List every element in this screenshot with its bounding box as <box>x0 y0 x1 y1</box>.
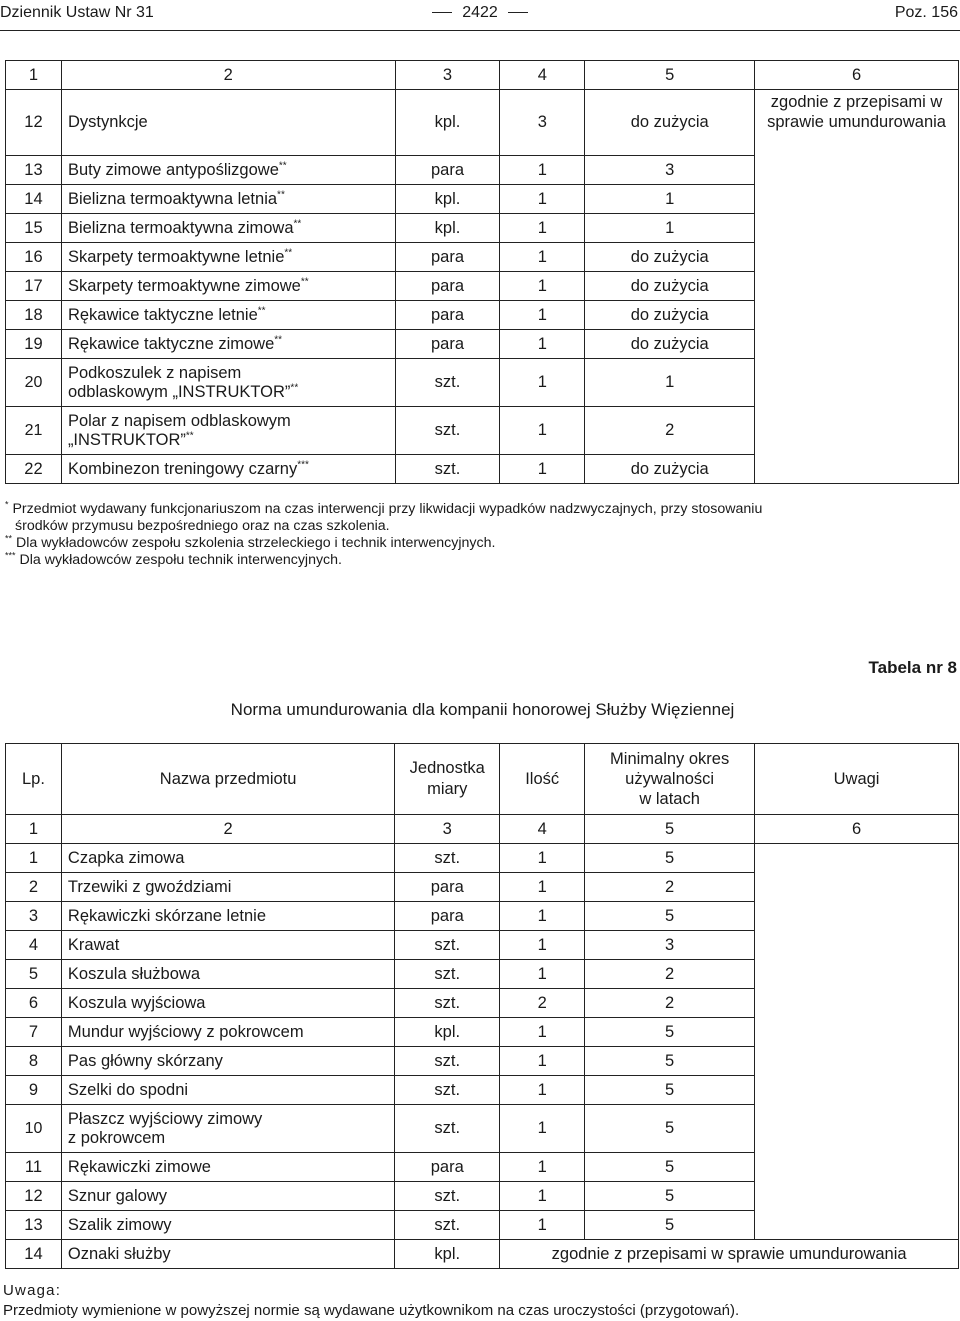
row-unit: kpl. <box>395 185 500 214</box>
column-number: 5 <box>585 61 755 90</box>
header-notes: Uwagi <box>755 744 959 815</box>
column-number: 1 <box>6 815 62 844</box>
row-qty: 1 <box>500 359 585 407</box>
row-qty: 1 <box>500 330 585 359</box>
row-qty: 1 <box>500 1018 585 1047</box>
row-qty: 1 <box>500 455 585 484</box>
footnote: * Przedmiot wydawany funkcjonariuszom na czas interwencji przy likwidacji wypadków nadzwyczajnych, przy stosowaniu <box>5 499 763 517</box>
row-qty: 2 <box>500 989 585 1018</box>
table-title: Norma umundurowania dla kompanii honorowej Służby Więziennej <box>230 700 735 719</box>
row-name: Rękawiczki zimowe <box>61 1153 394 1182</box>
column-number-row <box>6 815 959 844</box>
row-lp: 5 <box>6 960 62 989</box>
row-period: do zużycia <box>585 301 755 330</box>
row-name: Szelki do spodni <box>61 1076 394 1105</box>
row-name: Kombinezon treningowy czarny*** <box>61 455 395 484</box>
row-period: do zużycia <box>585 330 755 359</box>
row-unit: szt. <box>395 359 500 407</box>
row-lp: 21 <box>6 407 62 455</box>
header-lp: Lp. <box>6 744 62 815</box>
row-qty: 1 <box>500 931 585 960</box>
row-name: Polar z napisem odblaskowym „INSTRUKTOR”** <box>61 407 395 455</box>
row-unit: para <box>395 243 500 272</box>
table-number-label: Tabela nr 8 <box>868 658 957 677</box>
column-number: 3 <box>395 61 500 90</box>
row-period: 1 <box>585 185 755 214</box>
row-qty: 1 <box>500 844 585 873</box>
row-period: 5 <box>585 1076 755 1105</box>
row-name: Czapka zimowa <box>61 844 394 873</box>
row-name: Bielizna termoaktywna zimowa** <box>61 214 395 243</box>
row-unit: szt. <box>395 1182 500 1211</box>
row-lp: 14 <box>6 185 62 214</box>
column-number: 6 <box>755 815 959 844</box>
footnote: *** Dla wykładowców zespołu technik interwencyjnych. <box>5 550 342 568</box>
footnote: ** Dla wykładowców zespołu szkolenia strzeleckiego i technik interwencyjnych. <box>5 533 496 551</box>
row-period: 1 <box>585 359 755 407</box>
column-number: 2 <box>61 61 395 90</box>
row-lp: 14 <box>6 1240 62 1269</box>
row-name: Trzewiki z gwoździami <box>61 873 394 902</box>
footnote-continuation: środków przymusu bezpośredniego oraz na czas szkolenia. <box>15 518 390 534</box>
row-unit: szt. <box>395 960 500 989</box>
column-number: 4 <box>500 815 585 844</box>
row-merged-notes: zgodnie z przepisami w sprawie umundurowania <box>500 1240 959 1269</box>
journal-title: Dziennik Ustaw Nr 31 <box>0 4 154 21</box>
honor-company-uniform-table <box>5 743 959 1269</box>
row-name: Dystynkcje <box>61 90 395 156</box>
row-period: do zużycia <box>585 272 755 301</box>
row-name: Buty zimowe antypoślizgowe** <box>61 156 395 185</box>
row-qty: 1 <box>500 272 585 301</box>
row-lp: 6 <box>6 989 62 1018</box>
row-lp: 9 <box>6 1076 62 1105</box>
row-period: 2 <box>585 960 755 989</box>
row-name: Skarpety termoaktywne zimowe** <box>61 272 395 301</box>
row-name: Skarpety termoaktywne letnie** <box>61 243 395 272</box>
row-unit: szt. <box>395 989 500 1018</box>
row-lp: 17 <box>6 272 62 301</box>
row-unit: kpl. <box>395 1018 500 1047</box>
row-qty: 1 <box>500 185 585 214</box>
table-row <box>6 844 959 873</box>
row-unit: szt. <box>395 931 500 960</box>
row-lp: 1 <box>6 844 62 873</box>
row-qty: 1 <box>500 902 585 931</box>
row-unit: kpl. <box>395 214 500 243</box>
row-unit: szt. <box>395 407 500 455</box>
column-number: 6 <box>755 61 959 90</box>
page-number: 2422 <box>0 4 960 22</box>
row-qty: 1 <box>500 873 585 902</box>
column-number: 4 <box>500 61 585 90</box>
row-unit: para <box>395 902 500 931</box>
row-name: Rękawice taktyczne zimowe** <box>61 330 395 359</box>
row-period: 5 <box>585 902 755 931</box>
column-number: 5 <box>585 815 755 844</box>
header-name: Nazwa przedmiotu <box>61 744 394 815</box>
row-lp: 4 <box>6 931 62 960</box>
row-period: 1 <box>585 214 755 243</box>
row-unit: szt. <box>395 1076 500 1105</box>
table-row <box>6 1240 959 1269</box>
header-row <box>6 744 959 815</box>
row-period: 2 <box>585 989 755 1018</box>
row-period: do zużycia <box>585 455 755 484</box>
row-qty: 1 <box>500 301 585 330</box>
row-name: Koszula służbowa <box>61 960 394 989</box>
row-unit: para <box>395 272 500 301</box>
row-name: Płaszcz wyjściowy zimowy z pokrowcem <box>61 1105 394 1153</box>
row-period: do zużycia <box>585 243 755 272</box>
row-lp: 20 <box>6 359 62 407</box>
row-name: Krawat <box>61 931 394 960</box>
row-period: 3 <box>585 156 755 185</box>
row-period: 5 <box>585 1105 755 1153</box>
row-period: 5 <box>585 1182 755 1211</box>
uniform-table-continued <box>5 60 959 484</box>
position-number: Poz. 156 <box>894 4 958 21</box>
row-period: 5 <box>585 844 755 873</box>
row-unit: para <box>395 1153 500 1182</box>
row-unit: para <box>395 873 500 902</box>
row-lp: 12 <box>6 1182 62 1211</box>
row-qty: 1 <box>500 243 585 272</box>
row-name: Szalik zimowy <box>61 1211 394 1240</box>
header-qty: Ilość <box>500 744 585 815</box>
row-name: Pas główny skórzany <box>61 1047 394 1076</box>
row-unit: szt. <box>395 455 500 484</box>
row-unit: szt. <box>395 1105 500 1153</box>
row-qty: 1 <box>500 1105 585 1153</box>
row-lp: 22 <box>6 455 62 484</box>
row-qty: 1 <box>500 214 585 243</box>
note-label: Uwaga: <box>3 1282 62 1299</box>
row-lp: 16 <box>6 243 62 272</box>
row-unit: szt. <box>395 1047 500 1076</box>
row-period: 2 <box>585 873 755 902</box>
row-period: 3 <box>585 931 755 960</box>
row-name: Sznur galowy <box>61 1182 394 1211</box>
row-unit: para <box>395 301 500 330</box>
row-qty: 1 <box>500 1047 585 1076</box>
row-unit: szt. <box>395 844 500 873</box>
row-unit: kpl. <box>395 1240 500 1269</box>
row-lp: 15 <box>6 214 62 243</box>
row-qty: 1 <box>500 1182 585 1211</box>
row-unit: para <box>395 330 500 359</box>
row-lp: 13 <box>6 156 62 185</box>
header-divider <box>0 30 960 31</box>
row-lp: 13 <box>6 1211 62 1240</box>
column-number: 3 <box>395 815 500 844</box>
notes-cell <box>755 844 959 1240</box>
row-qty: 1 <box>500 407 585 455</box>
row-lp: 2 <box>6 873 62 902</box>
row-lp: 11 <box>6 1153 62 1182</box>
row-period: 5 <box>585 1211 755 1240</box>
row-unit: para <box>395 156 500 185</box>
row-period: 5 <box>585 1047 755 1076</box>
row-unit: kpl. <box>395 90 500 156</box>
column-number: 1 <box>6 61 62 90</box>
row-name: Rękawiczki skórzane letnie <box>61 902 394 931</box>
row-lp: 12 <box>6 90 62 156</box>
column-number: 2 <box>61 815 394 844</box>
header-period: Minimalny okres używalności w latach <box>585 744 755 815</box>
row-period: 2 <box>585 407 755 455</box>
row-qty: 1 <box>500 960 585 989</box>
row-name: Podkoszulek z napisem odblaskowym „INSTRUKTOR”** <box>61 359 395 407</box>
footnotes <box>5 501 960 569</box>
row-qty: 1 <box>500 1153 585 1182</box>
row-name: Koszula wyjściowa <box>61 989 394 1018</box>
row-name: Oznaki służby <box>61 1240 394 1269</box>
row-qty: 1 <box>500 156 585 185</box>
row-lp: 7 <box>6 1018 62 1047</box>
row-lp: 8 <box>6 1047 62 1076</box>
note-text: Przedmioty wymienione w powyższej normie są wydawane użytkownikom na czas uroczystości (przygotowań). <box>3 1302 740 1319</box>
row-qty: 1 <box>500 1211 585 1240</box>
row-qty: 1 <box>500 1076 585 1105</box>
row-name: Bielizna termoaktywna letnia** <box>61 185 395 214</box>
row-qty: 3 <box>500 90 585 156</box>
row-period: 5 <box>585 1018 755 1047</box>
row-period: do zużycia <box>585 90 755 156</box>
row-lp: 10 <box>6 1105 62 1153</box>
column-number-row <box>6 61 959 90</box>
row-unit: szt. <box>395 1211 500 1240</box>
row-lp: 18 <box>6 301 62 330</box>
row-name: Rękawice taktyczne letnie** <box>61 301 395 330</box>
table-row <box>6 90 959 156</box>
row-lp: 19 <box>6 330 62 359</box>
row-period: 5 <box>585 1153 755 1182</box>
row-lp: 3 <box>6 902 62 931</box>
row-name: Mundur wyjściowy z pokrowcem <box>61 1018 394 1047</box>
header-unit: Jednostka miary <box>395 744 500 815</box>
notes-cell: zgodnie z przepisami w sprawie umundurowania <box>755 90 959 484</box>
